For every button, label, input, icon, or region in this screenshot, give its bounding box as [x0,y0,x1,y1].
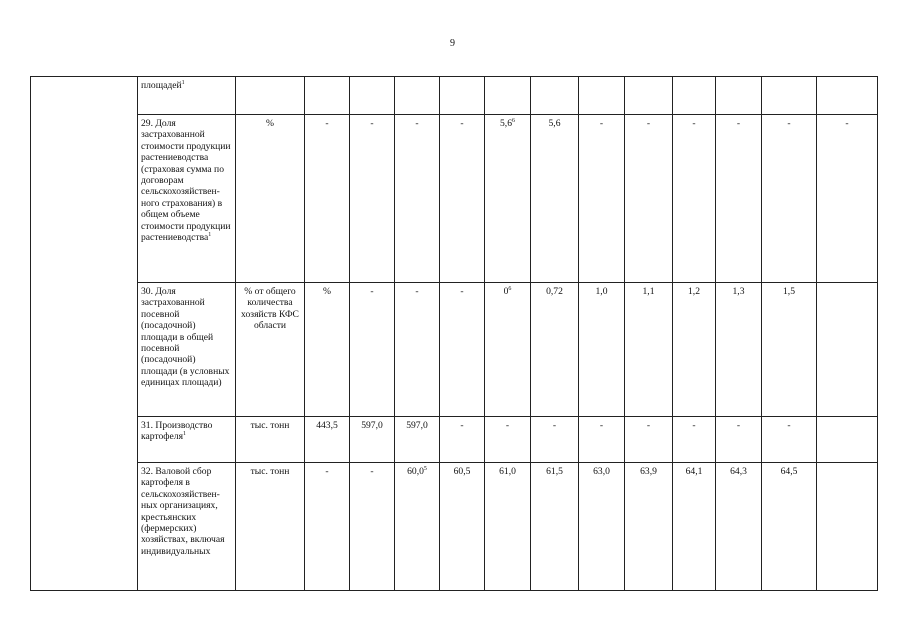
value-cell [817,283,878,417]
indicator-name-cell [138,463,236,591]
value-cell-text: % [323,286,331,297]
value-cell-text: - [505,420,510,431]
unit-cell-text: тыс. тонн [250,466,290,477]
value-cell-text: - [845,118,849,129]
value-cell [817,77,878,115]
value-cell [762,417,817,463]
value-cell [579,283,625,417]
indicator-name-cell [138,115,236,283]
value-cell-text: - [415,118,419,129]
value-cell-text: - [370,118,374,129]
unit-cell [236,115,305,283]
indicator-name-cell-text: площадей [141,80,182,91]
table-row [31,283,878,417]
indicator-name-cell-text: 31. Производство картофеля [141,420,213,443]
value-cell-text: 1,3 [732,286,745,297]
unit-cell-text: % от общего количества хозяйств КФС области [241,286,299,332]
value-cell [673,463,716,591]
footnote-marker: 6 [508,285,512,292]
value-cell [673,115,716,283]
value-cell [350,283,395,417]
indicator-name-cell-text: 29. Доля застрахованной стоимости продукции растениеводства (страховая сумма по договорам сельскохозяйствен-ного страхования) в общем объеме стоимости продукции растениеводства [141,118,231,244]
value-cell [625,417,673,463]
value-cell [531,77,579,115]
value-cell-text: - [646,420,651,431]
value-cell [579,463,625,591]
value-cell [531,115,579,283]
value-cell [440,115,485,283]
value-cell-text: 61,0 [499,466,516,477]
value-cell-text: - [736,118,741,129]
value-cell-text: 5,6 [548,118,561,129]
value-cell [440,463,485,591]
value-cell [485,417,531,463]
footnote-marker: 5 [423,465,427,472]
indicator-name-cell-text: 32. Валовой сбор картофеля в сельскохозяйствен-ных организациях, крестьянских (фермерских) хозяйствах, включая индивидуальных [141,466,225,557]
value-cell [350,77,395,115]
value-cell-text: 1,1 [642,286,655,297]
value-cell [485,463,531,591]
value-cell-text: 64,1 [685,466,703,477]
unit-cell [236,417,305,463]
value-cell [762,77,817,115]
footnote-marker: 1 [182,431,186,438]
value-cell [817,417,878,463]
value-cell-text: - [325,118,329,129]
value-cell [395,115,440,283]
value-cell-text: 0,72 [546,286,563,297]
indicator-name-cell [138,77,236,115]
value-cell-text: 1,0 [595,286,608,297]
value-cell [395,463,440,591]
value-cell [485,115,531,283]
value-cell-text: 5,6 [500,118,512,129]
value-cell-text: - [370,466,374,477]
value-cell [305,463,350,591]
value-cell [395,417,440,463]
value-cell-text: 60,5 [453,466,471,477]
footnote-marker: 1 [181,79,185,86]
value-cell-text: 63,0 [593,466,610,477]
value-cell-text: - [599,118,604,129]
value-cell-text: 64,5 [780,466,798,477]
value-cell-text: - [599,420,604,431]
value-cell [625,463,673,591]
value-cell [395,77,440,115]
indicators-table [30,76,878,591]
value-cell-text: 63,9 [640,466,657,477]
table-row [31,115,878,283]
unit-cell [236,463,305,591]
unit-cell-text: тыс. тонн [250,420,290,431]
table-row [31,463,878,591]
value-cell [625,115,673,283]
value-cell-text: - [692,420,696,431]
value-cell [305,77,350,115]
value-cell-text: 61,5 [546,466,563,477]
value-cell [817,115,878,283]
value-cell [305,283,350,417]
value-cell [531,283,579,417]
indicator-name-cell [138,283,236,417]
value-cell-text: - [646,118,651,129]
value-cell [350,115,395,283]
unit-cell-text: % [266,118,274,129]
value-cell [440,417,485,463]
value-cell [716,115,762,283]
value-cell-text: - [460,286,464,297]
value-cell-text: 597,0 [406,420,428,431]
blank-left-cell [31,77,138,591]
value-cell [673,283,716,417]
value-cell [305,417,350,463]
value-cell [440,77,485,115]
value-cell [579,77,625,115]
value-cell [625,283,673,417]
value-cell [485,77,531,115]
value-cell [817,463,878,591]
value-cell-text: - [460,420,464,431]
value-cell-text: 597,0 [361,420,383,431]
value-cell [395,283,440,417]
value-cell-text: - [415,286,419,297]
value-cell [350,417,395,463]
value-cell-text: - [325,466,329,477]
footnote-marker: 1 [208,231,212,238]
value-cell [716,417,762,463]
value-cell [531,463,579,591]
value-cell-text: 443,5 [316,420,338,431]
value-cell [673,417,716,463]
value-cell-text: - [370,286,374,297]
value-cell-text: 64,3 [730,466,747,477]
value-cell [625,77,673,115]
unit-cell [236,283,305,417]
value-cell-text: - [692,118,696,129]
value-cell-text: - [787,118,791,129]
value-cell-text: 1,2 [688,286,700,297]
table-row [31,417,878,463]
value-cell [673,77,716,115]
value-cell [716,77,762,115]
value-cell [762,463,817,591]
value-cell [579,417,625,463]
unit-cell [236,77,305,115]
value-cell [305,115,350,283]
value-cell [440,283,485,417]
value-cell-text: 60,0 [407,466,424,477]
value-cell [762,115,817,283]
value-cell [579,115,625,283]
table-row [31,77,878,115]
value-cell-text: 0 [503,286,509,297]
value-cell-text: - [552,420,557,431]
value-cell [716,283,762,417]
value-cell [350,463,395,591]
indicator-name-cell [138,417,236,463]
page-number: 9 [450,38,455,49]
footnote-marker: 6 [512,117,515,124]
value-cell-text: 1,5 [783,286,795,297]
value-cell-text: - [460,118,464,129]
indicator-name-cell-text: 30. Доля застрахованной посевной (посадочной) площади в общей посевной (посадочной) площади (в условных единицах площади) [141,286,230,389]
value-cell [485,283,531,417]
value-cell [762,283,817,417]
value-cell-text: - [736,420,741,431]
value-cell-text: - [787,420,791,431]
value-cell [531,417,579,463]
value-cell [716,463,762,591]
